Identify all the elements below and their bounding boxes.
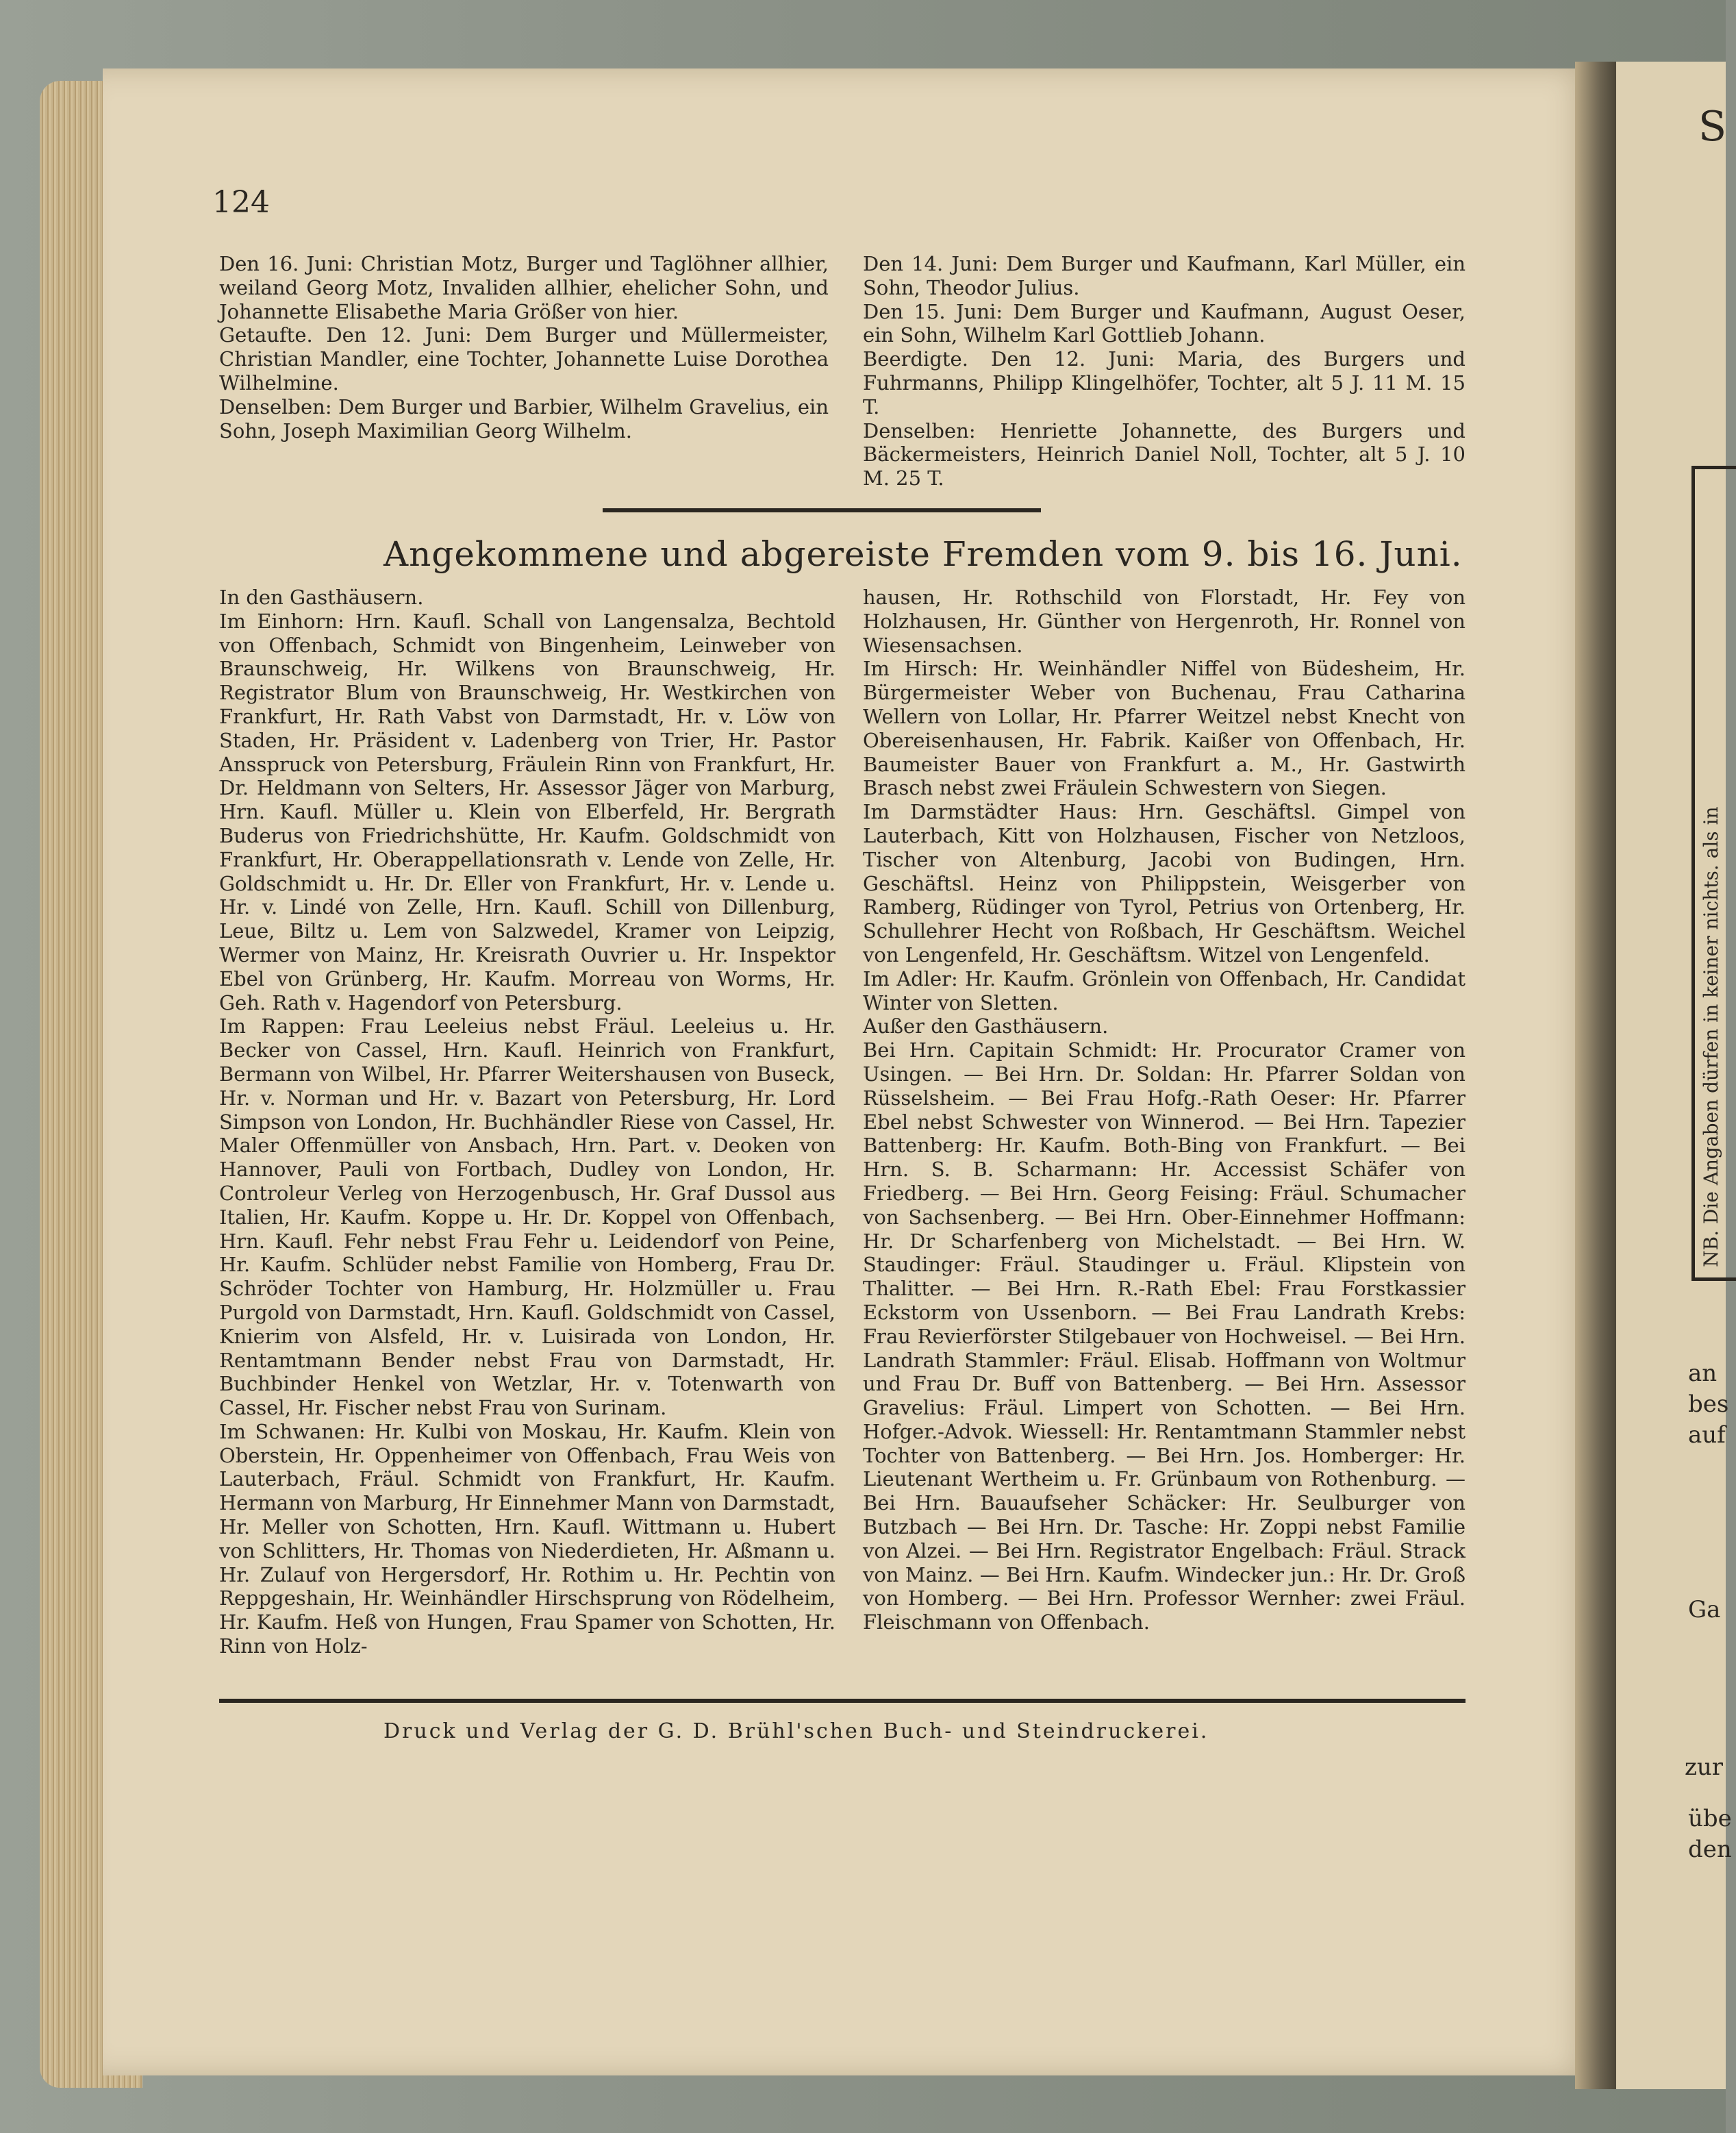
paragraph: Denselben: Dem Burger und Barbier, Wilhelm Gravelius, ein Sohn, Joseph Maximilian Georg Wilhelm. (219, 395, 829, 442)
next-page-fragment: auf (1688, 1421, 1726, 1449)
imprint-footer: Druck und Verlag der G. D. Brühl'schen Buch- und Steindruckerei. (383, 1719, 1209, 1743)
next-page-fragment: zur (1685, 1754, 1724, 1781)
subheading: Außer den Gasthäusern. (863, 1014, 1109, 1038)
next-page-fragment: Ga (1688, 1596, 1721, 1623)
next-page-fragment: an (1688, 1360, 1718, 1387)
paragraph: Im Schwanen: Hr. Kulbi von Moskau, Hr. Kaufm. Klein von Oberstein, Hr. Oppenheimer von Offenbach, Frau Weis von Lauterbach, Fräul. Schmidt von Frankfurt, Hr. Kaufm. Hermann von Marburg, Hr Einnehmer Mann von Darmstadt, Hr. Meller von Schotten, Hrn. Kaufl. Wittmann u. Hubert von Schlitters, Hr. Thomas von Niederdieten, Hr. Aßmann u. Hr. Zulauf von Hergersdorf, Hr. Rothim u. Hr. Pechtin von Reppgeshain, Hr. Weinhändler Hirschsprung von Rödelheim, Hr. Kaufm. Heß von Hungen, Frau Spamer von Schotten, Hr. Rinn von Holz- (219, 1419, 835, 1658)
paragraph: Im Einhorn: Hrn. Kaufl. Schall von Langensalza, Bechtold von Offenbach, Schmidt von Bingenheim, Leinweber von Braunschweig, Hr. Wilkens von Braunschweig, Hr. Registrator Blum von Braunschweig, Hr. Westkirchen von Frankfurt, Hr. Rath Vabst von Darmstadt, Hr. v. Löw von Staden, Hr. Präsident v. Ladenberg von Trier, Hr. Pastor Ansspruck von Petersburg, Fräulein Rinn von Frankfurt, Hr. Dr. Heldmann von Selters, Hr. Assessor Jäger von Marburg, Hrn. Kaufl. Müller u. Klein von Elberfeld, Hr. Bergrath Buderus von Friedrichshütte, Hr. Kaufm. Goldschmidt von Frankfurt, Hr. Oberappellationsrath v. Lende von Zelle, Hr. Goldschmidt u. Hr. Dr. Eller von Frankfurt, Hr. v. Lende u. Hr. v. Lindé von Zelle, Hrn. Kaufl. Schill von Dillenburg, Leue, Biltz u. Lem von Salzwedel, Kramer von Leipzig, Wermer von Mainz, Hr. Kreisrath Ouvrier u. Hr. Inspektor Ebel von Grünberg, Hr. Kaufm. Morreau von Worms, Hr. Geh. Rath v. Hagendorf von Petersburg. (219, 609, 835, 1014)
page-number: 124 (212, 185, 270, 220)
next-page-fragment: übe (1688, 1805, 1732, 1832)
paragraph: Getaufte. Den 12. Juni: Dem Burger und Müllermeister, Christian Mandler, eine Tochter, Johannette Luise Dorothea Wilhelmine. (219, 323, 829, 395)
paragraph: Im Darmstädter Haus: Hrn. Geschäftsl. Gimpel von Lauterbach, Kitt von Holzhausen, Fischer von Netzloos, Tischer von Altenburg, Jacobi von Budingen, Hrn. Geschäftsl. Heinz von Philippstein, Weisgerber von Ramberg, Rüdinger von Tyrol, Petrius von Ortenberg, Hr. Schullehrer Hecht von Roßbach, Hr Geschäftsm. Weichel von Lengenfeld, Hr. Geschäftsm. Witzel von Lengenfeld. (863, 800, 1465, 966)
column-right-top (863, 252, 1465, 490)
paragraph: hausen, Hr. Rothschild von Florstadt, Hr. Fey von Holzhausen, Hr. Günther von Hergenroth, Hr. Ronnel von Wiesensachsen. (863, 586, 1465, 657)
footer-rule (219, 1699, 1465, 1703)
book-gutter (1575, 62, 1616, 2089)
paragraph: Beerdigte. Den 12. Juni: Maria, des Burgers und Fuhrmanns, Philipp Klingelhöfer, Tochter, alt 5 J. 11 M. 15 T. (863, 347, 1465, 419)
subheading: In den Gasthäusern. (219, 586, 424, 609)
next-page-fragment: S (1698, 103, 1727, 151)
column-right-bottom (863, 586, 1465, 1634)
paragraph: Im Adler: Hr. Kaufm. Grönlein von Offenbach, Hr. Candidat Winter von Sletten. (863, 966, 1465, 1014)
section-heading: Angekommene und abgereiste Fremden vom 9. bis 16. Juni. (383, 534, 1463, 574)
next-page-notice-text: NB. Die Angaben dürfen in keiner nichts. als in (1700, 806, 1722, 1267)
paragraph: Den 14. Juni: Dem Burger und Kaufmann, Karl Müller, ein Sohn, Theodor Julius. (863, 252, 1465, 299)
separator-rule (603, 508, 1041, 512)
column-left-bottom (219, 586, 835, 1658)
paragraph: Im Rappen: Frau Leeleius nebst Fräul. Leeleius u. Hr. Becker von Cassel, Hrn. Kaufl. Heinrich von Frankfurt, Bermann von Wilbel, Hr. Pfarrer Weitershausen von Buseck, Hr. v. Norman und Hr. v. Bazart von Petersburg, Hr. Lord Simpson von London, Hr. Buchhändler Riese von Cassel, Hr. Maler Offenmüller von Ansbach, Hrn. Part. v. Deoken von Hannover, Pauli von Fortbach, Dudley von London, Hr. Controleur Verleg von Herzogenbusch, Hr. Graf Dussol aus Italien, Hr. Kaufm. Koppe u. Hr. Dr. Koppel von Offenbach, Hrn. Kaufl. Fehr nebst Frau Fehr u. Leidendorf von Peine, Hr. Kaufm. Schlüder nebst Familie von Homberg, Frau Dr. Schröder Tochter von Hamburg, Hr. Holzmüller u. Frau Purgold von Darmstadt, Hrn. Kaufl. Goldschmidt von Cassel, Knierim von Alsfeld, Hr. v. Luisirada von London, Hr. Rentamtmann Bender nebst Frau von Darmstadt, Hr. Buchbinder Henkel von Wetzlar, Hr. v. Totenwarth von Cassel, Hr. Fischer nebst Frau von Surinam. (219, 1014, 835, 1420)
column-left-top (219, 252, 829, 442)
paragraph: Denselben: Henriette Johannette, des Burgers und Bäckermeisters, Heinrich Daniel Noll, Tochter, alt 5 J. 10 M. 25 T. (863, 419, 1465, 490)
paragraph: Bei Hrn. Capitain Schmidt: Hr. Procurator Cramer von Usingen. — Bei Hrn. Dr. Soldan: Hr. Pfarrer Soldan von Rüsselsheim. — Bei Frau Hofg.-Rath Oeser: Hr. Pfarrer Ebel nebst Schwester von Winnerod. — Bei Hrn. Tapezier Battenberg: Hr. Kaufm. Both-Bing von Frankfurt. — Bei Hrn. S. B. Scharmann: Hr. Accessist Schäfer von Friedberg. — Bei Hrn. Georg Feising: Fräul. Schumacher von Sachsenberg. — Bei Hrn. Ober-Einnehmer Hoffmann: Hr. Dr Scharfenberg von Michelstadt. — Bei Hrn. W. Staudinger: Fräul. Staudinger u. Fräul. Klipstein von Thalitter. — Bei Hrn. R.-Rath Ebel: Frau Forstkassier Eckstorm von Ussenborn. — Bei Frau Landrath Krebs: Frau Revierförster Stilgebauer von Hochweisel. — Bei Hrn. Landrath Stammler: Fräul. Elisab. Hoffmann von Woltmur und Frau Dr. Buff von Battenberg. — Bei Hrn. Assessor Gravelius: Fräul. Limpert von Schotten. — Bei Hrn. Hofger.-Advok. Wiessell: Hr. Rentamtmann Stammler nebst Tochter von Battenberg. — Bei Hrn. Jos. Homberger: Hr. Lieutenant Wertheim u. Fr. Grünbaum von Rothenburg. — Bei Hrn. Bauaufseher Schäcker: Hr. Seulburger von Butzbach — Bei Hrn. Dr. Tasche: Hr. Zoppi nebst Familie von Alzei. — Bei Hrn. Registrator Engelbach: Fräul. Strack von Mainz. — Bei Hrn. Kaufm. Windecker jun.: Hr. Dr. Groß von Homberg. — Bei Hrn. Professor Wernher: zwei Fräul. Fleischmann von Offenbach. (863, 1038, 1465, 1634)
next-page-fragment: den (1688, 1836, 1732, 1863)
paragraph: Im Hirsch: Hr. Weinhändler Niffel von Büdesheim, Hr. Bürgermeister Weber von Buchenau, Frau Catharina Wellern von Lollar, Hr. Pfarrer Weitzel nebst Knecht von Obereisenhausen, Hr. Fabrik. Kaißer von Offenbach, Hr. Baumeister Bauer von Frankfurt a. M., Hr. Gastwirth Brasch nebst zwei Fräulein Schwestern von Siegen. (863, 657, 1465, 800)
paragraph: Den 15. Juni: Dem Burger und Kaufmann, August Oeser, ein Sohn, Wilhelm Karl Gottlieb Johann. (863, 299, 1465, 347)
paragraph: Den 16. Juni: Christian Motz, Burger und Taglöhner allhier, weiland Georg Motz, Invaliden allhier, ehelicher Sohn, und Johannette Elisabethe Maria Größer von hier. (219, 252, 829, 323)
next-page-fragment: bes (1688, 1390, 1729, 1418)
